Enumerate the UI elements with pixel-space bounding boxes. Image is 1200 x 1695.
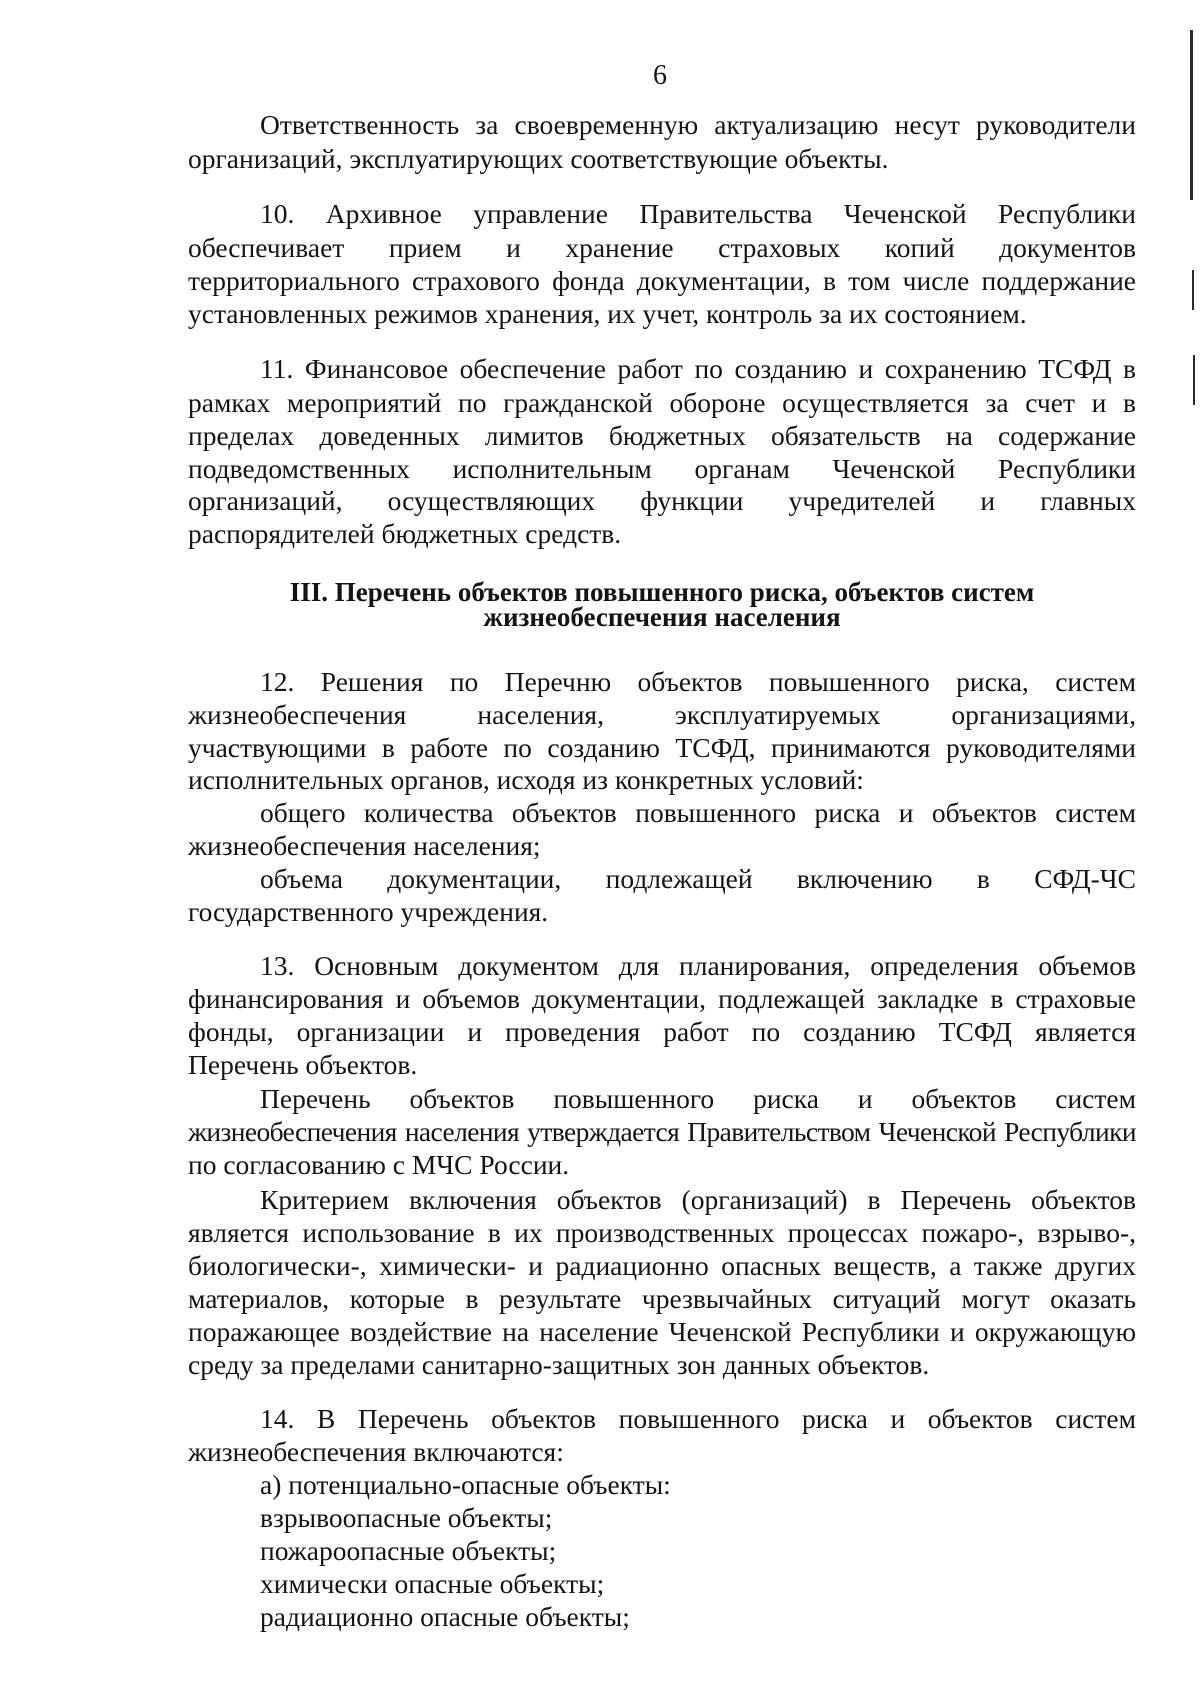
list-item: пожароопасные объекты; (260, 1535, 557, 1566)
paragraph-line: распорядителей бюджетных средств. (188, 518, 622, 549)
paragraph-line: участвующими в работе по созданию ТСФД, принимаются руководителями (188, 732, 1136, 763)
paragraph-line: Ответственность за своевременную актуализацию несут руководители (260, 109, 1136, 140)
scan-edge-mark (1192, 270, 1194, 310)
paragraph-line: пределах доведенных лимитов бюджетных обязательств на содержание (188, 420, 1136, 451)
paragraph-line: финансирования и объемов документации, подлежащей закладке в страховые (188, 983, 1136, 1014)
paragraph-line: среду за пределами санитарно-защитных зон данных объектов. (188, 1349, 930, 1380)
paragraph-line: жизнеобеспечения населения; (188, 830, 541, 861)
paragraph-line: материалов, которые в результате чрезвычайных ситуаций могут оказать (188, 1283, 1136, 1314)
page-number: 6 (653, 60, 667, 91)
list-item: а) потенциально-опасные объекты: (260, 1469, 671, 1500)
section-heading: жизнеобеспечения населения (483, 602, 841, 632)
paragraph-line: организаций, эксплуатирующих соответствующие объекты. (188, 143, 889, 174)
paragraph-line: по согласованию с МЧС России. (188, 1149, 570, 1180)
paragraph-line: поражающее воздействие на население Чеченской Республики и окружающую (188, 1316, 1136, 1347)
paragraph-line: организаций, осуществляющих функции учредителей и главных (188, 485, 1136, 516)
paragraph-line: биологически-, химически- и радиационно опасных веществ, а также других (188, 1250, 1136, 1281)
paragraph-line: установленных режимов хранения, их учет, контроль за их состоянием. (188, 298, 1027, 329)
list-item: радиационно опасные объекты; (260, 1601, 630, 1632)
paragraph-line: рамках мероприятий по гражданской обороне осуществляется за счет и в (188, 387, 1136, 418)
list-item: взрывоопасные объекты; (260, 1502, 553, 1533)
paragraph-line: объема документации, подлежащей включению в СФД-ЧС (260, 863, 1136, 894)
paragraph-line: 11. Финансовое обеспечение работ по созданию и сохранению ТСФД в (260, 353, 1136, 384)
section-heading: III. Перечень объектов повышенного риска, объектов систем (289, 577, 1035, 607)
paragraph-line: исполнительных органов, исходя из конкретных условий: (188, 764, 864, 795)
paragraph-line: жизнеобеспечения населения утверждается Правительством Чеченской Республики (188, 1116, 1136, 1147)
paragraph-line: подведомственных исполнительным органам Чеченской Республики (188, 453, 1136, 484)
paragraph-line: жизнеобеспечения включаются: (188, 1436, 564, 1467)
paragraph-line: общего количества объектов повышенного риска и объектов систем (260, 797, 1136, 828)
paragraph-line: является использование в их производственных процессах пожаро-, взрыво-, (188, 1217, 1136, 1248)
paragraph-line: фонды, организации и проведения работ по созданию ТСФД является (188, 1016, 1136, 1047)
paragraph-line: Перечень объектов. (188, 1049, 418, 1080)
paragraph-line: 12. Решения по Перечню объектов повышенного риска, систем (260, 666, 1136, 697)
paragraph-line: Критерием включения объектов (организаций) в Перечень объектов (260, 1184, 1136, 1215)
paragraph-line: жизнеобеспечения населения, эксплуатируемых организациями, (188, 699, 1136, 730)
list-item: химически опасные объекты; (260, 1568, 605, 1599)
paragraph-line: территориального страхового фонда документации, в том числе поддержание (188, 265, 1136, 296)
paragraph-line: 13. Основным документом для планирования, определения объемов (260, 950, 1136, 981)
paragraph-line: 10. Архивное управление Правительства Чеченской Республики (260, 198, 1136, 229)
paragraph-line: 14. В Перечень объектов повышенного риска и объектов систем (260, 1403, 1136, 1434)
scan-edge-mark (1193, 355, 1195, 405)
paragraph-line: Перечень объектов повышенного риска и объектов систем (260, 1083, 1136, 1114)
paragraph-line: государственного учреждения. (188, 896, 549, 927)
scan-edge-mark (1190, 30, 1193, 200)
paragraph-line: обеспечивает прием и хранение страховых копий документов (188, 232, 1136, 263)
